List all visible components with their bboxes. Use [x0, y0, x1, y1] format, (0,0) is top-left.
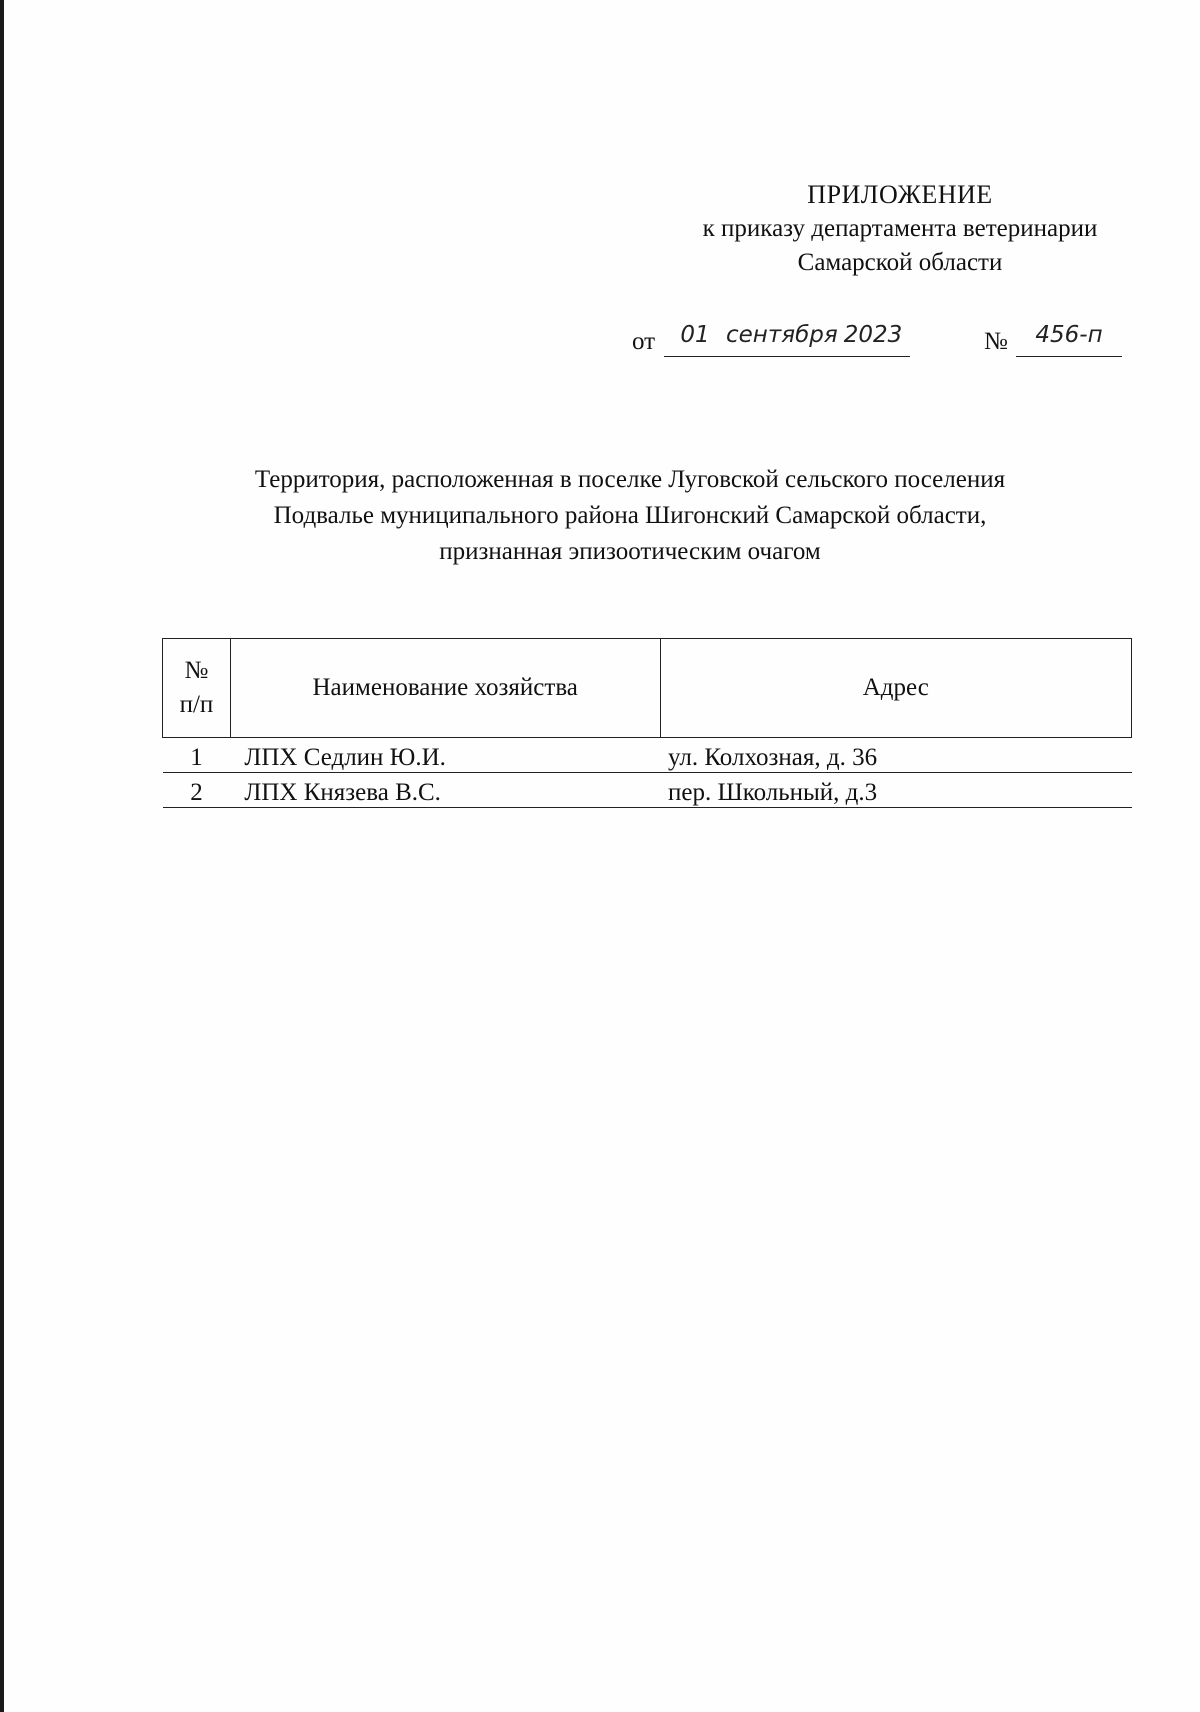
order-number-value: 456-п — [1016, 322, 1122, 357]
heading-line-3: признанная эпизоотическим очагом — [439, 538, 821, 565]
order-date-number-line — [632, 322, 1132, 362]
order-number-label: № — [984, 328, 1008, 355]
row-address: ул. Колхозная, д. 36 — [660, 738, 1132, 773]
document-heading — [170, 462, 1090, 570]
order-date-year: 2023 — [836, 322, 910, 357]
attachment-line-1: к приказу департамента ветеринарии — [702, 215, 1098, 242]
row-farm-name: ЛПХ Седлин Ю.И. — [230, 738, 660, 773]
row-number: 1 — [163, 738, 231, 773]
row-number: 2 — [163, 773, 231, 808]
attachment-line-2: Самарской области — [797, 249, 1003, 276]
heading-line-1: Территория, расположенная в поселке Луговской сельского поселения — [254, 466, 1006, 493]
row-address: пер. Школьный, д.3 — [660, 773, 1132, 808]
table-row — [163, 738, 1132, 773]
table-header-row — [163, 639, 1132, 738]
order-date-day: 01 — [664, 322, 726, 357]
heading-line-2: Подвалье муниципального района Шигонский Самарской области, — [273, 502, 987, 529]
attachment-title: ПРИЛОЖЕНИЕ — [807, 180, 993, 209]
order-date-month: сентября — [726, 322, 836, 357]
row-farm-name: ЛПХ Князева В.С. — [230, 773, 660, 808]
header-num — [163, 639, 231, 738]
header-num-line-1: № — [184, 657, 209, 684]
header-farm-name: Наименование хозяйства — [230, 639, 660, 738]
attachment-block — [620, 178, 1180, 280]
farms-table — [162, 638, 1132, 808]
order-from-label: от — [632, 328, 656, 355]
scan-edge — [0, 0, 4, 1712]
header-num-line-2: п/п — [179, 691, 214, 718]
header-address: Адрес — [660, 639, 1132, 738]
table-row — [163, 773, 1132, 808]
